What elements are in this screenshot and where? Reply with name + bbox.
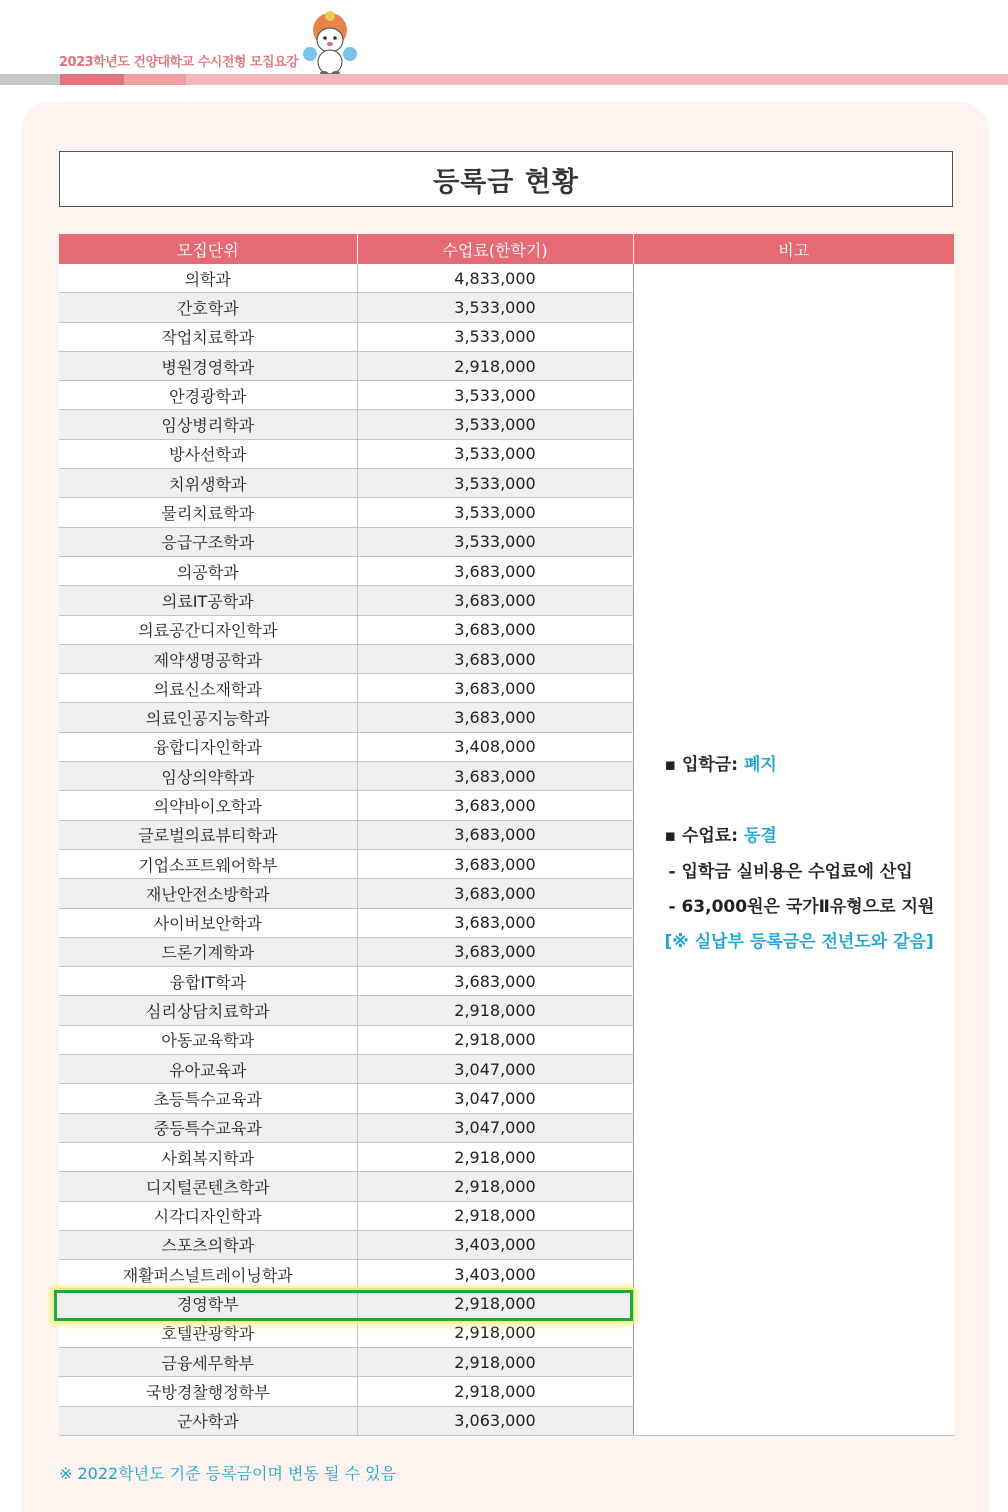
fee-cell: 3,683,000 — [357, 791, 633, 820]
table-row — [59, 264, 954, 293]
unit-cell: 재난안전소방학과 — [59, 879, 357, 908]
remark-cell — [633, 264, 954, 1435]
unit-cell: 국방경찰행정학부 — [59, 1377, 357, 1406]
unit-cell: 스포츠의학과 — [59, 1230, 357, 1259]
unit-cell: 의료인공지능학과 — [59, 703, 357, 732]
mascot-character-icon — [300, 10, 360, 76]
fee-cell: 3,047,000 — [357, 1055, 633, 1084]
unit-cell: 융합IT학과 — [59, 967, 357, 996]
fee-cell: 4,833,000 — [357, 264, 633, 293]
fee-cell: 3,533,000 — [357, 469, 633, 498]
fee-cell: 3,408,000 — [357, 732, 633, 761]
fee-cell: 3,403,000 — [357, 1260, 633, 1289]
fee-cell: 3,683,000 — [357, 703, 633, 732]
page-title-box — [59, 151, 953, 207]
tuition-value: 동결 — [743, 826, 777, 846]
unit-cell: 제약생명공학과 — [59, 644, 357, 673]
fee-cell: 3,063,000 — [357, 1406, 633, 1435]
header-band-pink — [124, 74, 186, 85]
fee-cell: 3,683,000 — [357, 967, 633, 996]
remark-line-1: - 입학금 실비용은 수업료에 산입 — [668, 862, 913, 882]
unit-cell: 초등특수교육과 — [59, 1084, 357, 1113]
unit-cell: 작업치료학과 — [59, 322, 357, 351]
fee-cell: 3,683,000 — [357, 615, 633, 644]
unit-cell: 의료공간디자인학과 — [59, 615, 357, 644]
unit-cell: 유아교육과 — [59, 1055, 357, 1084]
header-band-light — [186, 74, 1008, 85]
fee-cell: 3,533,000 — [357, 439, 633, 468]
column-header-fee: 수업료(한학기) — [357, 234, 633, 264]
unit-cell: 의학과 — [59, 264, 357, 293]
fee-cell: 3,683,000 — [357, 644, 633, 673]
unit-cell: 임상병리학과 — [59, 410, 357, 439]
unit-cell: 중등특수교육과 — [59, 1113, 357, 1142]
tuition-table — [59, 234, 954, 1436]
fee-cell: 3,047,000 — [357, 1084, 633, 1113]
unit-cell: 재활퍼스널트레이닝학과 — [59, 1260, 357, 1289]
fee-cell: 2,918,000 — [357, 1377, 633, 1406]
fee-cell: 3,683,000 — [357, 937, 633, 966]
fee-cell: 3,683,000 — [357, 908, 633, 937]
fee-cell: 3,533,000 — [357, 381, 633, 410]
unit-cell: 아동교육학과 — [59, 1025, 357, 1054]
table-header-row — [59, 234, 954, 264]
unit-cell: 사회복지학과 — [59, 1142, 357, 1171]
unit-cell: 경영학부 — [59, 1289, 357, 1318]
unit-cell: 기업소프트웨어학부 — [59, 849, 357, 878]
fee-cell: 3,683,000 — [357, 849, 633, 878]
fee-cell: 3,533,000 — [357, 410, 633, 439]
fee-cell: 3,533,000 — [357, 527, 633, 556]
fee-cell: 2,918,000 — [357, 996, 633, 1025]
unit-cell: 융합디자인학과 — [59, 732, 357, 761]
column-header-remark: 비고 — [633, 234, 954, 264]
header-band-red — [60, 74, 124, 85]
remark-line-2: - 63,000원은 국가Ⅱ유형으로 지원 — [668, 897, 935, 917]
unit-cell: 금융세무학부 — [59, 1347, 357, 1376]
fee-cell: 3,683,000 — [357, 556, 633, 585]
unit-cell: 임상의약학과 — [59, 762, 357, 791]
highlight-box — [54, 1290, 633, 1321]
fee-cell: 3,683,000 — [357, 820, 633, 849]
unit-cell: 치위생학과 — [59, 469, 357, 498]
fee-cell: 2,918,000 — [357, 1318, 633, 1347]
fee-cell: 3,683,000 — [357, 762, 633, 791]
admission-remark — [665, 750, 777, 775]
remark-note: [※ 실납부 등록금은 전년도와 같음] — [664, 932, 934, 952]
fee-cell: 2,918,000 — [357, 1025, 633, 1054]
tuition-label: ▪ 수업료: — [664, 826, 744, 846]
unit-cell: 디지털콘텐츠학과 — [59, 1172, 357, 1201]
fee-cell: 3,683,000 — [357, 879, 633, 908]
fee-cell: 3,403,000 — [357, 1230, 633, 1259]
unit-cell: 시각디자인학과 — [59, 1201, 357, 1230]
document-header-title: 2023학년도 건양대학교 수시전형 모집요강 — [59, 55, 299, 70]
unit-cell: 군사학과 — [59, 1406, 357, 1435]
fee-cell: 2,918,000 — [357, 1172, 633, 1201]
unit-cell: 응급구조학과 — [59, 527, 357, 556]
unit-cell: 의공학과 — [59, 556, 357, 585]
fee-cell: 3,047,000 — [357, 1113, 633, 1142]
unit-cell: 의료IT공학과 — [59, 586, 357, 615]
unit-cell: 안경광학과 — [59, 381, 357, 410]
fee-cell: 3,533,000 — [357, 293, 633, 322]
fee-cell: 2,918,000 — [357, 1289, 633, 1318]
unit-cell: 의약바이오학과 — [59, 791, 357, 820]
unit-cell: 드론기계학과 — [59, 937, 357, 966]
tuition-remark — [665, 821, 777, 846]
fee-cell: 2,918,000 — [357, 1201, 633, 1230]
unit-cell: 글로벌의료뷰티학과 — [59, 820, 357, 849]
unit-cell: 방사선학과 — [59, 439, 357, 468]
header-band-gray — [0, 74, 60, 85]
unit-cell: 의료신소재학과 — [59, 674, 357, 703]
unit-cell: 심리상담치료학과 — [59, 996, 357, 1025]
fee-cell: 3,683,000 — [357, 586, 633, 615]
unit-cell: 간호학과 — [59, 293, 357, 322]
column-header-unit: 모집단위 — [59, 234, 357, 264]
fee-cell: 3,533,000 — [357, 498, 633, 527]
footnote: ※ 2022학년도 기준 등록금이며 변동 될 수 있음 — [59, 1464, 397, 1483]
unit-cell: 사이버보안학과 — [59, 908, 357, 937]
unit-cell: 호텔관광학과 — [59, 1318, 357, 1347]
unit-cell: 물리치료학과 — [59, 498, 357, 527]
admission-label: ▪ 입학금: — [664, 755, 744, 775]
fee-cell: 2,918,000 — [357, 1142, 633, 1171]
admission-value: 폐지 — [743, 755, 777, 775]
unit-cell: 병원경영학과 — [59, 351, 357, 380]
page-title: 등록금 현황 — [433, 166, 579, 198]
fee-cell: 2,918,000 — [357, 351, 633, 380]
fee-cell: 3,683,000 — [357, 674, 633, 703]
fee-cell: 3,533,000 — [357, 322, 633, 351]
fee-cell: 2,918,000 — [357, 1347, 633, 1376]
